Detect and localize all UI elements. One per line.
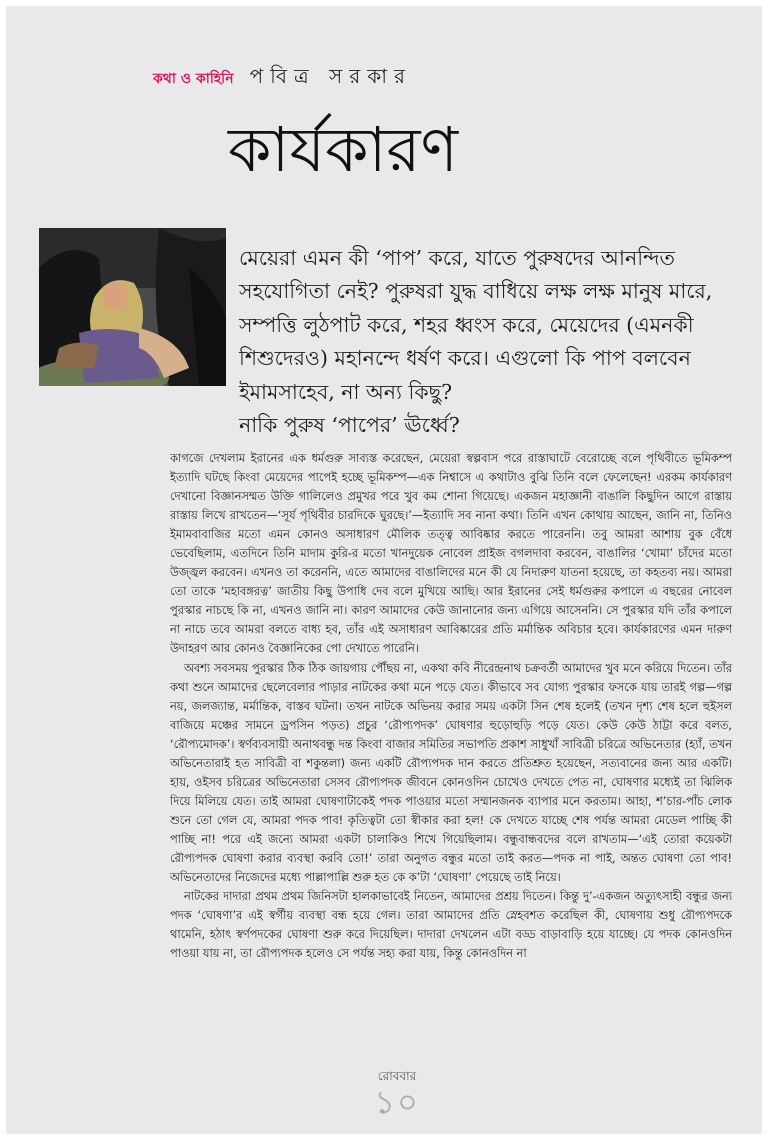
magazine-name: রোববার bbox=[377, 1069, 417, 1083]
page-footer bbox=[362, 1068, 432, 1121]
body-paragraph: নাটকের দাদারা প্রথম প্রথম জিনিসটা হালকাভাবেই নিতেন, আমাদের প্রশ্রয় দিতেন। কিন্তু দু’-একজন অত্যুৎসাহী বন্ধুর জন্য পদক ‘ঘোষণা’র এই স্বর্গীয় ব্যবস্থা বন্ধ হয়ে গেল। তারা আমাদের প্রতি স্নেহবশত করেছিল কী, ঘোষণায় শুধু রৌপ্যপদকে থামেনি, হঠাৎ স্বর্ণপদকের ঘোষণা শুরু করে দিয়েছিল। দাদারা দেখলেন এটা বড্ড বাড়াবাড়ি হয়ে যাচ্ছে। যে পদক কোনওদিন পাওয়া যায় না, তা রৌপ্যপদক হলেও সে পর্যন্ত সহ্য করা যায়, কিন্তু কোনওদিন না bbox=[170, 889, 732, 961]
magazine-page bbox=[6, 6, 762, 1134]
body-paragraph: অবশ্য সবসময় পুরস্কার ঠিক ঠিক জায়গায় পৌঁছয় না, একথা কবি নীরেন্দ্রনাথ চক্রবর্তী আমাদের খুব মনে করিয়ে দিতেন। তাঁর কথা শুনে আমাদের ছেলেবেলার পাড়ার নাটকের কথা মনে পড়ে যেত। কীভাবে সব যোগ্য পুরস্কার ফসকে যায় তারই গল্প—গল্প নয়, জলজ্যান্ত, মর্মান্তিক, বাস্তব ঘটনা। তখন নাটকে অভিনয় করার সময় একটা সিন শেষ হলেই (তখন দৃশ্য শেষ হলে হুইসল বাজিয়ে মঞ্চের সামনে ড্রপসিন পড়ত) প্রচুর ‘রৌপ্যপদক’ ঘোষণার হুড়োহুড়ি পড়ে যেত। কেউ কেউ ঠাট্টা করে বলত, ‘রৌপ্যমোদক’। স্বর্ণব্যবসায়ী অনাথবন্ধু দন্ত কিংবা বাজার সমিতির সভাপতি প্রকাশ সাধুখাঁ সাবিত্রী চরিত্রে অভিনেতার (হ্যাঁ, তখন অভিনেতারাই হত সাবিত্রী বা শকুন্তলা) জন্য একটি রৌপ্যপদক দান করতে প্রতিশ্রুত হয়েছেন, সত্যবানের জন্য আর একটি। হায়, ওইসব চরিত্রের অভিনেতারা সেসব রৌপ্যপদক জীবনে কোনওদিন চোখেও দেখতে পেত না, ঘোষণার মধ্যেই তা ঝিলিক দিয়ে মিলিয়ে যেত। তাই আমরা ঘোষণাটাকেই পদক পাওয়ার মতো সম্মানজনক ব্যাপার মনে করতাম। আহা, শ’চার-পাঁচ লোক শুনে তো গেল যে, আমরা পদক পাব! কৃতিত্বটা তো স্বীকার করা হল! কে দেখতে যাচ্ছে শেষ পর্যন্ত আমরা মেডেল পাচ্ছি কী পাচ্ছি না! পরে এই জন্যে আমরা একটা চালাকিও শিখে গিয়েছিলাম। বন্ধুবান্ধবদের বলে রাখতাম—‘এই তোরা কয়েকটা রৌপ্যপদক ঘোষণা করার ব্যবস্থা করবি তো!’ তারা অনুগত বন্ধুর মতো তাই করত—পদক না পাই, অন্তত ঘোষণা তো পাব! অভিনেতাদের নিজেদের মধ্যে পাল্লাপাল্লি শুরু হত কে ক’টা ‘ঘোষণা’ পেয়েছে তাই নিয়ে। bbox=[170, 660, 732, 885]
page-number: ১০ bbox=[374, 1083, 420, 1121]
intro-text: মেয়েরা এমন কী ‘পাপ’ করে, যাতে পুরুষদের আনন্দিত সহযোগিতা নেই? পুরুষরা যুদ্ধ বাধিয়ে লক্ষ লক্ষ মানুষ মারে, সম্পত্তি লুঠপাট করে, শহর ধ্বংস করে, মেয়েদের (এমনকী শিশুদেরও) মহানন্দে ধর্ষণ করে। এগুলো কি পাপ বলবেন ইমামসাহেব, না অন্য কিছু? bbox=[239, 246, 713, 404]
photo-illustration bbox=[39, 228, 226, 386]
kicker bbox=[153, 62, 412, 95]
article-intro bbox=[239, 242, 749, 442]
intro-text: নাকি পুরুষ ‘পাপের’ ঊর্ধ্বে? bbox=[239, 413, 460, 438]
body-paragraph: কাগজে দেখলাম ইরানের এক ধর্মগুরু সাব্যস্ত করেছেন, মেয়েরা স্বল্পবাস পরে রাস্তাঘাটে বেরোচ্ছে বলে পৃথিবীতে ভূমিকম্প ইত্যাদি ঘটছে কিংবা মেয়েদের পাপেই হচ্ছে ভূমিকম্প—এক নিশ্বাসে এ কথাটাও বুঝি তিনি বলে ফেলেছেন! এরকম কার্যকারণ দেখানো বিজ্ঞানসম্মত উক্তি গালিলেও প্রমুখর পরে খুব কম শোনা গিয়েছে। একজন মহাজ্ঞানী বাঙালি কিছুদিন আগে রাস্তায় রাস্তায় লিখে রাখতেন—‘সূর্য পৃথিবীর চারদিকে ঘুরছে।’—ইত্যাদি সব নানা কথা। তিনি এখন কোথায় আছেন, জানি না, তিনিও ইমামবাবাজির মতো এমন কোনও অসাধারণ মৌলিক তত্ত্ব আবিষ্কার করতে পারেননি। তবু আমরা আশায় বুক বেঁধে ভেবেছিলাম, এতদিনে তিনি মাদাম কুরি-র মতো খানদুয়েক নোবেল প্রাইজ বগলদাবা করবেন, বাঙালির ‘খোমা’ চাঁদের মতো উজ্জ্বল করবেন। এখনও তা করেননি, এতে আমাদের বাঙালিদের মনে কী যে নিদারুণ যাতনা হয়েছে, তা কহতব্য নয়। আমরা তো তাকে ‘মহাবঙ্গরত্ন’ জাতীয় কিছু উপাধি দেব বলে মুখিয়ে আছি। আর ইরানের সেই ধর্মগুরুর কপালে এ বছরের নোবেল পুরস্কার নাচছে কি না, এখনও জানি না। কারণ আমাদের কেউ জানানোর জন্য এগিয়ে আসেননি। সে পুরস্কার যদি তাঁর কপালে না নাচে তবে আমরা বলতে বাধ্য হব, তাঁর এই অসাধারণ আবিষ্কারের প্রতি মর্মান্তিক অবিচার হবে। কার্যকারণের এমন দারুণ উদাহরণ আর কোনও বৈজ্ঞানিকের পো দেখাতে পারেনি। bbox=[170, 451, 732, 656]
article-title: কার্যকারণ bbox=[228, 113, 459, 186]
section-label: কথা ও কাহিনি bbox=[153, 71, 234, 87]
article-body bbox=[170, 449, 732, 963]
article-photo bbox=[39, 228, 226, 386]
author-name: পবিত্র সরকার bbox=[249, 64, 413, 88]
